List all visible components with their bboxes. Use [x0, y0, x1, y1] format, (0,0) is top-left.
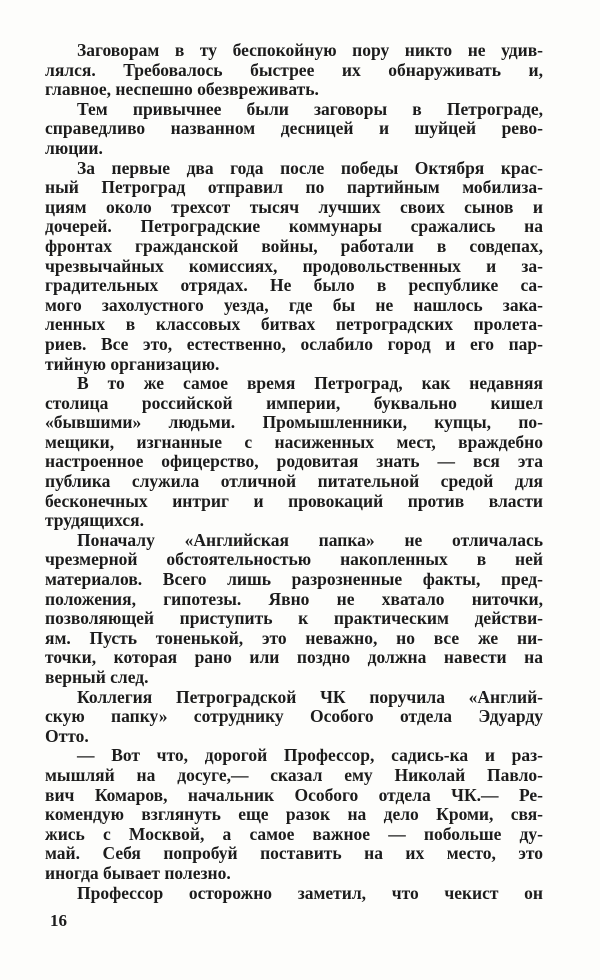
text-line: май. Себя попробуй поставить на их место, это: [45, 843, 543, 864]
text-line: Отто.: [45, 725, 89, 746]
text-line: За первые два года после победы Октября крас-: [77, 157, 543, 178]
text-line: бесконечных интриг и провокаций против власти: [45, 490, 543, 511]
text-line: Тем привычнее были заговоры в Петрограде,: [77, 98, 543, 119]
text-line: главное, неспешно обезвреживать.: [45, 79, 319, 100]
text-line: скую папку» сотруднику Особого отдела Эдуарду: [45, 706, 543, 727]
text-line: верный след.: [45, 667, 149, 687]
text-line: дочерей. Петроградские коммунары сражались на: [45, 216, 543, 237]
paragraph: [45, 746, 543, 883]
text-line: В то же самое время Петроград, как недавняя: [77, 373, 543, 394]
paragraph: [45, 159, 543, 375]
text-line: Заговорам в ту беспокойную пору никто не удив-: [77, 40, 543, 60]
text-line: Поначалу «Английская папка» не отличалась: [77, 529, 543, 550]
text-line: жись с Москвой, а самое важное — побольше ду-: [45, 823, 543, 844]
text-line: Профессор осторожно заметил, что чекист он: [77, 882, 543, 903]
text-line: циям около трехсот тысяч лучших своих сынов и: [45, 196, 543, 217]
text-line: мого захолустного уезда, где бы не нашлось зака-: [45, 294, 543, 315]
text-line: комендую взглянуть еще разок на дело Кроми, свя-: [45, 804, 543, 825]
text-line: мышляй на досуге,— сказал ему Николай Павло-: [45, 764, 543, 785]
text-line: — Вот что, дорогой Профессор, садись-ка и раз-: [77, 745, 543, 766]
text-line: точки, которая рано или поздно должна навести на: [45, 647, 543, 668]
text-line: материалов. Всего лишь разрозненные факты, пред-: [45, 569, 543, 590]
paragraph: [45, 884, 543, 904]
text-line: ный Петроград отправил по партийным мобилиза-: [45, 177, 543, 198]
text-line: ленных в классовых битвах петроградских пролета-: [45, 314, 543, 335]
paragraph: [45, 41, 543, 100]
paragraph: [45, 531, 543, 688]
text-line: фронтах гражданской войны, работали в совдепах,: [45, 235, 543, 256]
text-line: иногда бывает полезно.: [45, 862, 231, 883]
text-line: справедливо названном десницей и шуйцей рево-: [45, 118, 543, 139]
text-line: лялся. Требовалось быстрее их обнаруживать и,: [45, 59, 543, 80]
text-line: тийную организацию.: [45, 353, 220, 374]
text-line: «бывшими» людьми. Промышленники, купцы, по-: [45, 412, 543, 433]
text-line: риев. Все это, естественно, ослабило город и его пар-: [45, 333, 543, 354]
page-number: 16: [50, 911, 67, 930]
text-line: настроенное офицерство, родовитая знать — вся эта: [45, 451, 543, 472]
text-line: чрезмерной обстоятельностью накопленных в ней: [45, 549, 543, 570]
text-line: позволяющей приступить к практическим действи-: [45, 608, 543, 629]
paragraph: [45, 100, 543, 159]
text-line: Коллегия Петроградской ЧК поручила «Англий-: [77, 686, 543, 707]
paragraph: [45, 688, 543, 747]
text-line: публика служила отличной питательной средой для: [45, 471, 543, 492]
text-line: трудящихся.: [45, 510, 144, 531]
text-line: люции.: [45, 137, 103, 158]
text-line: ям. Пусть тоненькой, это неважно, но все же ни-: [45, 627, 543, 648]
text-line: вич Комаров, начальник Особого отдела ЧК.— Ре-: [45, 784, 543, 805]
text-block: [45, 41, 543, 903]
text-line: положения, гипотезы. Явно не хватало ниточки,: [45, 588, 543, 609]
text-line: чрезвычайных комиссиях, продовольственных и за-: [45, 255, 543, 276]
text-line: столица российской империи, буквально кишел: [45, 392, 543, 413]
paragraph: [45, 374, 543, 531]
text-line: мещики, изгнанные с насиженных мест, враждебно: [45, 431, 543, 452]
text-line: градительных отрядах. Не было в республике са-: [45, 275, 543, 296]
